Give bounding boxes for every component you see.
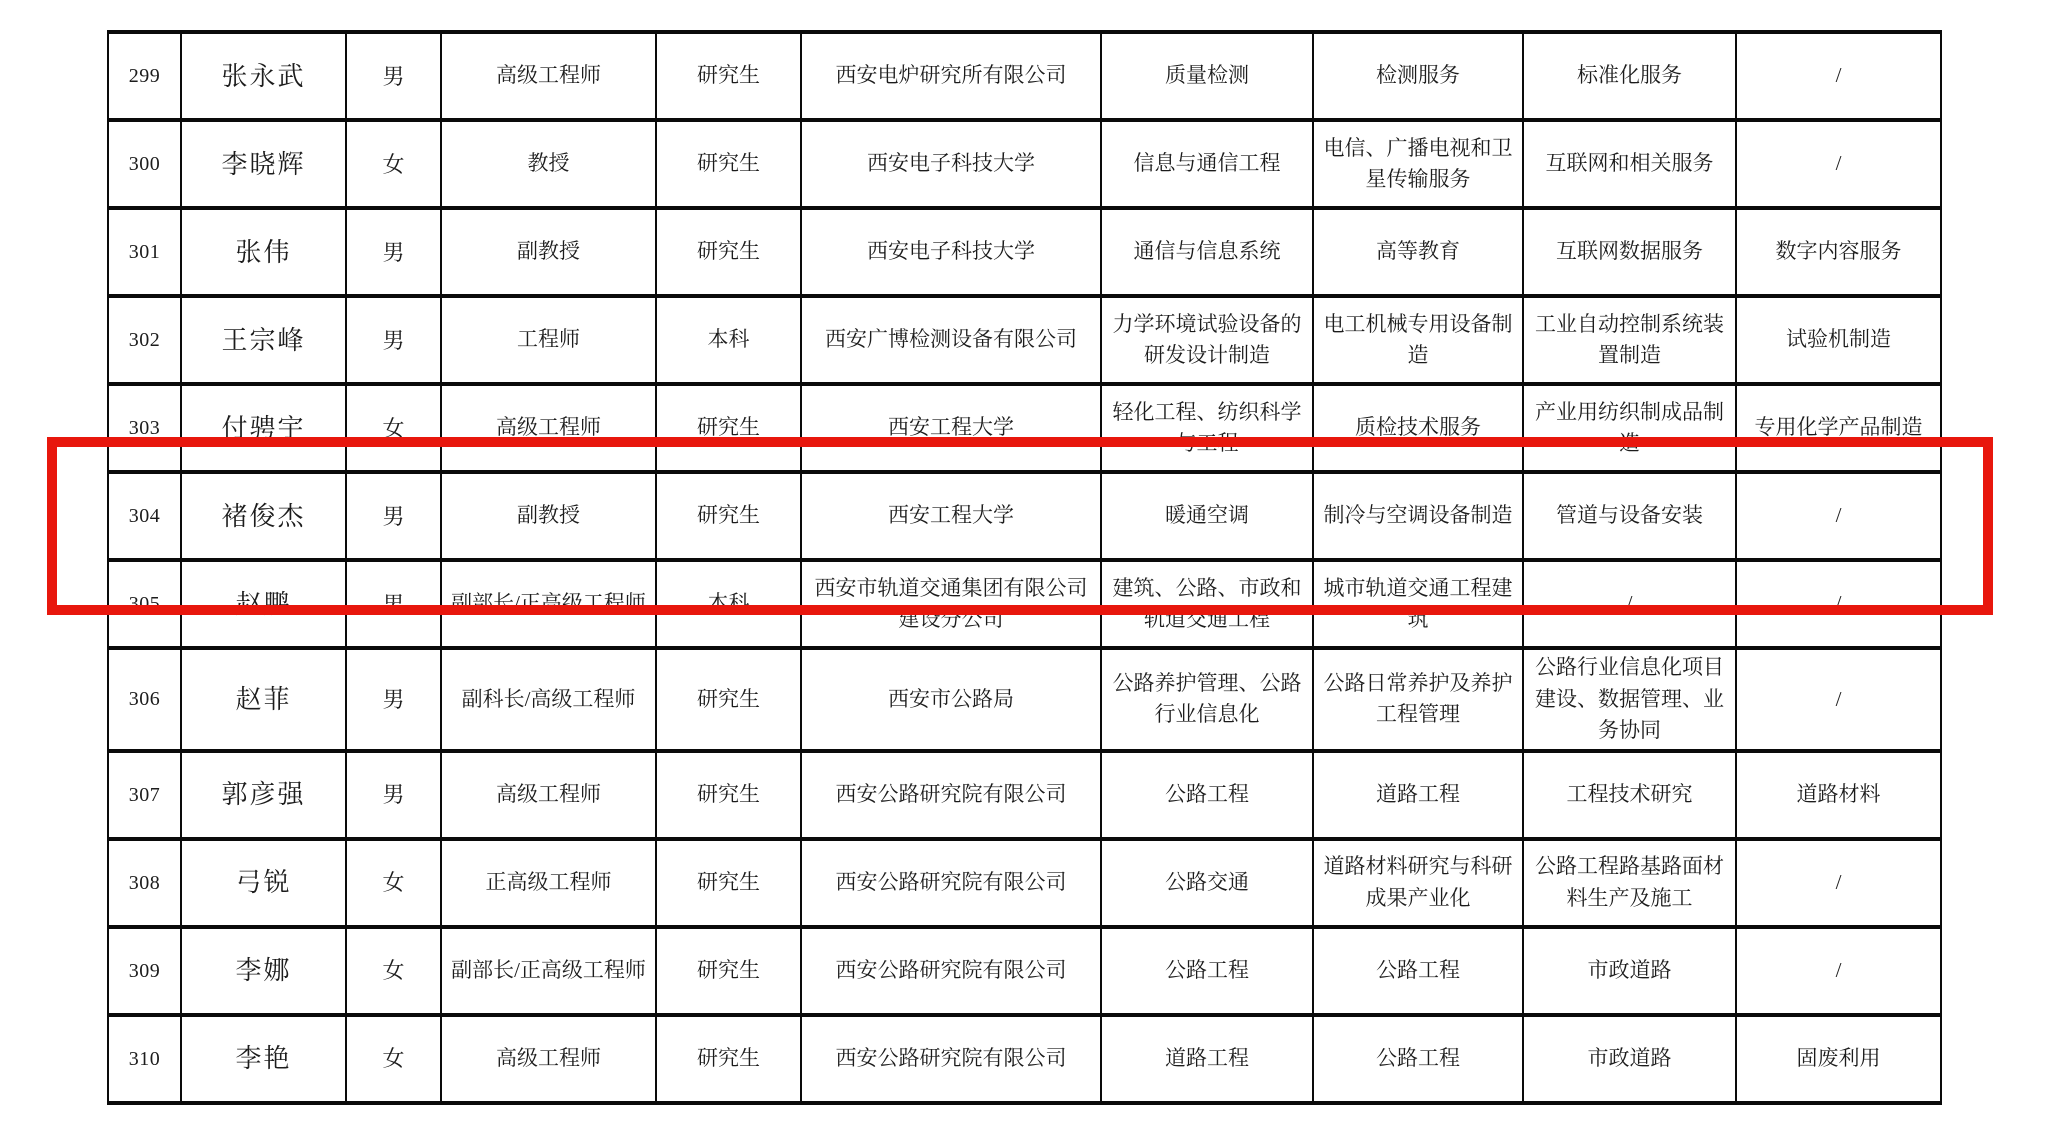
cell-no: 299 <box>108 32 181 120</box>
cell-organization: 西安工程大学 <box>801 384 1101 472</box>
cell-organization: 西安电子科技大学 <box>801 208 1101 296</box>
cell-industry: 制冷与空调设备制造 <box>1313 472 1523 560</box>
cell-no: 304 <box>108 472 181 560</box>
cell-specialty: 轻化工程、纺织科学与工程 <box>1101 384 1313 472</box>
table-row <box>108 648 1941 751</box>
table-row <box>108 32 1941 120</box>
cell-industry: 道路材料研究与科研成果产业化 <box>1313 839 1523 927</box>
cell-organization: 西安电炉研究所有限公司 <box>801 32 1101 120</box>
cell-education: 本科 <box>656 296 801 384</box>
cell-name: 王宗峰 <box>181 296 346 384</box>
cell-name: 李晓辉 <box>181 120 346 208</box>
cell-other: 专用化学产品制造 <box>1736 384 1941 472</box>
cell-education: 研究生 <box>656 472 801 560</box>
cell-industry: 高等教育 <box>1313 208 1523 296</box>
cell-other: / <box>1736 472 1941 560</box>
cell-title: 副部长/正高级工程师 <box>441 560 656 648</box>
cell-specialty: 公路工程 <box>1101 927 1313 1015</box>
cell-education: 研究生 <box>656 32 801 120</box>
table-row <box>108 839 1941 927</box>
cell-gender: 男 <box>346 296 441 384</box>
cell-organization: 西安市轨道交通集团有限公司建设分公司 <box>801 560 1101 648</box>
cell-industry: 检测服务 <box>1313 32 1523 120</box>
cell-name: 李娜 <box>181 927 346 1015</box>
cell-service_scope: 管道与设备安装 <box>1523 472 1736 560</box>
cell-organization: 西安电子科技大学 <box>801 120 1101 208</box>
cell-specialty: 公路交通 <box>1101 839 1313 927</box>
cell-gender: 女 <box>346 120 441 208</box>
cell-other: / <box>1736 120 1941 208</box>
cell-education: 研究生 <box>656 208 801 296</box>
cell-industry: 道路工程 <box>1313 751 1523 839</box>
cell-industry: 城市轨道交通工程建筑 <box>1313 560 1523 648</box>
cell-organization: 西安公路研究院有限公司 <box>801 751 1101 839</box>
cell-organization: 西安广博检测设备有限公司 <box>801 296 1101 384</box>
cell-education: 研究生 <box>656 384 801 472</box>
cell-gender: 女 <box>346 839 441 927</box>
cell-service_scope: 互联网数据服务 <box>1523 208 1736 296</box>
cell-gender: 男 <box>346 32 441 120</box>
cell-industry: 电工机械专用设备制造 <box>1313 296 1523 384</box>
cell-education: 本科 <box>656 560 801 648</box>
cell-service_scope: 工程技术研究 <box>1523 751 1736 839</box>
cell-no: 307 <box>108 751 181 839</box>
cell-organization: 西安公路研究院有限公司 <box>801 1015 1101 1103</box>
cell-name: 赵鹏 <box>181 560 346 648</box>
cell-service_scope: / <box>1523 560 1736 648</box>
table-row <box>108 384 1941 472</box>
cell-gender: 男 <box>346 560 441 648</box>
cell-no: 301 <box>108 208 181 296</box>
cell-title: 高级工程师 <box>441 384 656 472</box>
cell-gender: 女 <box>346 927 441 1015</box>
cell-title: 副教授 <box>441 208 656 296</box>
cell-other: / <box>1736 648 1941 751</box>
cell-title: 高级工程师 <box>441 1015 656 1103</box>
cell-title: 教授 <box>441 120 656 208</box>
cell-education: 研究生 <box>656 648 801 751</box>
cell-name: 张永武 <box>181 32 346 120</box>
cell-specialty: 信息与通信工程 <box>1101 120 1313 208</box>
table-row <box>108 560 1941 648</box>
cell-other: 数字内容服务 <box>1736 208 1941 296</box>
cell-service_scope: 标准化服务 <box>1523 32 1736 120</box>
cell-name: 付骋宇 <box>181 384 346 472</box>
cell-other: / <box>1736 560 1941 648</box>
cell-no: 308 <box>108 839 181 927</box>
cell-no: 302 <box>108 296 181 384</box>
table-row <box>108 472 1941 560</box>
cell-education: 研究生 <box>656 839 801 927</box>
cell-other: 固废利用 <box>1736 1015 1941 1103</box>
cell-service_scope: 产业用纺织制成品制造 <box>1523 384 1736 472</box>
cell-title: 高级工程师 <box>441 751 656 839</box>
cell-gender: 男 <box>346 648 441 751</box>
cell-title: 工程师 <box>441 296 656 384</box>
cell-gender: 女 <box>346 384 441 472</box>
table-row <box>108 927 1941 1015</box>
cell-education: 研究生 <box>656 120 801 208</box>
cell-gender: 男 <box>346 472 441 560</box>
cell-name: 赵菲 <box>181 648 346 751</box>
cell-specialty: 力学环境试验设备的研发设计制造 <box>1101 296 1313 384</box>
cell-organization: 西安公路研究院有限公司 <box>801 927 1101 1015</box>
cell-service_scope: 市政道路 <box>1523 1015 1736 1103</box>
cell-title: 高级工程师 <box>441 32 656 120</box>
cell-service_scope: 工业自动控制系统装置制造 <box>1523 296 1736 384</box>
personnel-table <box>107 30 1942 1105</box>
cell-gender: 男 <box>346 751 441 839</box>
cell-no: 305 <box>108 560 181 648</box>
cell-specialty: 道路工程 <box>1101 1015 1313 1103</box>
cell-no: 306 <box>108 648 181 751</box>
table-row <box>108 751 1941 839</box>
cell-education: 研究生 <box>656 927 801 1015</box>
cell-title: 正高级工程师 <box>441 839 656 927</box>
cell-title: 副部长/正高级工程师 <box>441 927 656 1015</box>
cell-no: 310 <box>108 1015 181 1103</box>
cell-service_scope: 互联网和相关服务 <box>1523 120 1736 208</box>
cell-name: 张伟 <box>181 208 346 296</box>
cell-organization: 西安市公路局 <box>801 648 1101 751</box>
cell-industry: 电信、广播电视和卫星传输服务 <box>1313 120 1523 208</box>
cell-gender: 女 <box>346 1015 441 1103</box>
cell-industry: 质检技术服务 <box>1313 384 1523 472</box>
table-row <box>108 208 1941 296</box>
cell-specialty: 暖通空调 <box>1101 472 1313 560</box>
cell-specialty: 公路养护管理、公路行业信息化 <box>1101 648 1313 751</box>
cell-title: 副科长/高级工程师 <box>441 648 656 751</box>
cell-education: 研究生 <box>656 751 801 839</box>
cell-gender: 男 <box>346 208 441 296</box>
cell-industry: 公路工程 <box>1313 1015 1523 1103</box>
cell-specialty: 质量检测 <box>1101 32 1313 120</box>
cell-no: 300 <box>108 120 181 208</box>
cell-industry: 公路日常养护及养护工程管理 <box>1313 648 1523 751</box>
cell-title: 副教授 <box>441 472 656 560</box>
cell-no: 309 <box>108 927 181 1015</box>
cell-name: 弓锐 <box>181 839 346 927</box>
cell-service_scope: 公路行业信息化项目建设、数据管理、业务协同 <box>1523 648 1736 751</box>
cell-specialty: 公路工程 <box>1101 751 1313 839</box>
cell-service_scope: 公路工程路基路面材料生产及施工 <box>1523 839 1736 927</box>
table-body <box>108 32 1941 1103</box>
cell-name: 李艳 <box>181 1015 346 1103</box>
cell-organization: 西安工程大学 <box>801 472 1101 560</box>
cell-other: / <box>1736 927 1941 1015</box>
cell-specialty: 建筑、公路、市政和轨道交通工程 <box>1101 560 1313 648</box>
cell-service_scope: 市政道路 <box>1523 927 1736 1015</box>
cell-name: 郭彦强 <box>181 751 346 839</box>
cell-other: 道路材料 <box>1736 751 1941 839</box>
cell-other: / <box>1736 839 1941 927</box>
table-row <box>108 296 1941 384</box>
cell-education: 研究生 <box>656 1015 801 1103</box>
cell-industry: 公路工程 <box>1313 927 1523 1015</box>
table-row <box>108 120 1941 208</box>
cell-specialty: 通信与信息系统 <box>1101 208 1313 296</box>
table-row <box>108 1015 1941 1103</box>
cell-name: 褚俊杰 <box>181 472 346 560</box>
cell-organization: 西安公路研究院有限公司 <box>801 839 1101 927</box>
cell-other: 试验机制造 <box>1736 296 1941 384</box>
cell-no: 303 <box>108 384 181 472</box>
cell-other: / <box>1736 32 1941 120</box>
